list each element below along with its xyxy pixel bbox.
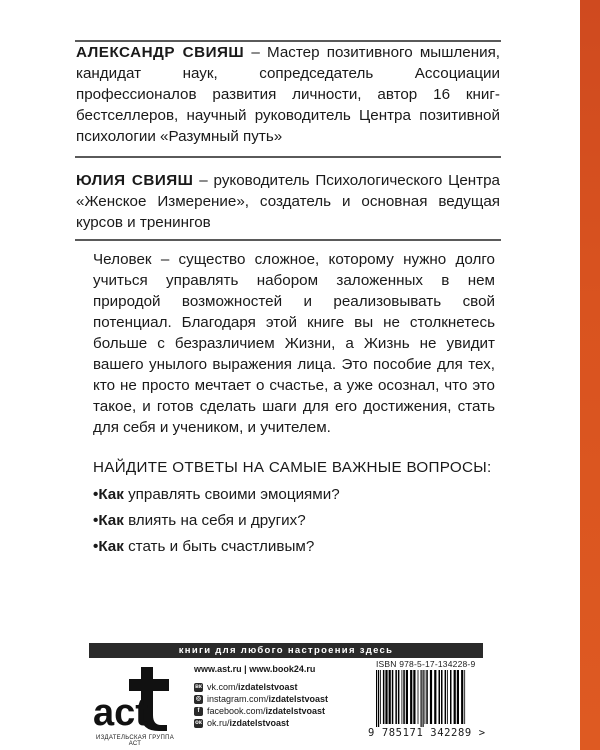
- barcode-number: 9 785171 342289 >: [368, 727, 502, 739]
- barcode-bar: [425, 670, 426, 724]
- spine-stripe: [580, 0, 600, 750]
- publisher-caption: ИЗДАТЕЛЬСКАЯ ГРУППА АСТ: [95, 735, 175, 747]
- barcode-bar: [454, 670, 456, 724]
- barcode-bar: [406, 670, 408, 724]
- barcode-guard-bar: [423, 670, 424, 730]
- barcode-bar: [383, 670, 385, 724]
- questions-title: НАЙДИТЕ ОТВЕТЫ НА САМЫЕ ВАЖНЫЕ ВОПРОСЫ:: [93, 459, 492, 476]
- barcode-bar: [464, 670, 465, 724]
- social-links: [194, 681, 328, 729]
- social-link-ok[interactable]: ок ok.ru/ izdatelstvoast: [195, 718, 290, 728]
- isbn-label: ISBN 978-5-17-134228-9: [376, 659, 476, 669]
- questions-list: [93, 484, 340, 562]
- barcode-bar: [434, 670, 436, 724]
- author-name: АЛЕКСАНДР СВИЯШ: [76, 44, 245, 61]
- barcode-bar: [430, 670, 432, 724]
- divider-bottom: [75, 239, 501, 241]
- barcode-bar: [426, 670, 428, 724]
- barcode-bar: [403, 670, 405, 724]
- barcode-guard-bar: [421, 670, 422, 730]
- social-link-instagram[interactable]: ◎ instagram.com/ izdatelstvoast: [195, 694, 329, 704]
- logo-lettering: act: [93, 692, 148, 733]
- list-item: •Как влиять на себя и других?: [93, 512, 306, 529]
- instagram-icon: ◎: [195, 695, 202, 702]
- divider-middle: [75, 156, 501, 158]
- book-annotation: Человек – существо сложное, которому нужно долго учиться управлять набором заложенных в нем природой возможностей и реализовывать свой потенциал. Благодаря этой книге вы не столкнетесь больше с безразличием Жизни, а Жизнь не увидит вашего унылого выражения лица. Это пособие для тех, кто не просто мечтает о счастье, а уже осознал, что это такое, и готов сделать шаги для его достижения, стать для себя и учеником, и учителем.: [93, 251, 495, 436]
- barcode-bar: [389, 670, 391, 724]
- barcode-guard-bar: [376, 670, 377, 730]
- barcode-bar: [402, 670, 403, 724]
- barcode-bar: [457, 670, 459, 724]
- barcode-bar: [461, 670, 463, 724]
- barcode-guard-bar: [378, 670, 379, 730]
- author-description: Мастер позитивного мышления, кандидат наук, сопредседатель Ассоциации профессионалов развития личности, автор 16 книг-бестселлеров, научный руководитель Центра позитивной психологии «Разумный путь»: [76, 44, 501, 145]
- barcode: [368, 670, 498, 734]
- social-link-facebook[interactable]: f facebook.com/ izdatelstvoast: [194, 705, 328, 717]
- barcode-bar: [410, 670, 412, 724]
- barcode-bar: [445, 670, 447, 724]
- publisher-sites[interactable]: www.ast.ru | www.book24.ru: [194, 664, 316, 674]
- barcode-bar: [447, 670, 448, 724]
- list-item: •Как управлять своими эмоциями?: [93, 486, 340, 503]
- barcode-bar: [413, 670, 415, 724]
- list-item: •Как стать и быть счастливым?: [93, 538, 315, 555]
- barcode-bar: [392, 670, 394, 724]
- barcode-bar: [395, 670, 397, 724]
- footer-tagline: книги для любого настроения здесь: [89, 643, 483, 658]
- barcode-bar: [450, 670, 452, 724]
- author-description: руководитель Психологического Центра «Женское Измерение», создатель и основная ведущая курсов и тренингов: [76, 172, 501, 231]
- vk-icon: вк: [195, 683, 202, 690]
- barcode-bar: [441, 670, 443, 724]
- author-bio-1: АЛЕКСАНДР СВИЯШ – Мастер позитивного мышления, кандидат наук, сопредседатель Ассоциации профессионалов развития личности, автор 16 книг-бестселлеров, научный руководитель Центра позитивной психологии «Разумный путь»: [76, 44, 501, 145]
- barcode-bar: [398, 670, 400, 724]
- author-name: ЮЛИЯ СВИЯШ: [76, 172, 194, 189]
- author-bio-2: ЮЛИЯ СВИЯШ – руководитель Психологического Центра «Женское Измерение», создатель и основная ведущая курсов и тренингов: [76, 172, 501, 231]
- barcode-bar: [439, 670, 441, 724]
- facebook-icon: f: [194, 707, 203, 716]
- barcode-bar: [385, 670, 387, 724]
- ok-icon: ок: [195, 719, 202, 726]
- barcode-bar: [418, 670, 419, 724]
- barcode-bar: [380, 670, 381, 724]
- social-link-vk[interactable]: вк vk.com/ izdatelstvoast: [195, 682, 298, 692]
- ast-logo: [89, 663, 181, 733]
